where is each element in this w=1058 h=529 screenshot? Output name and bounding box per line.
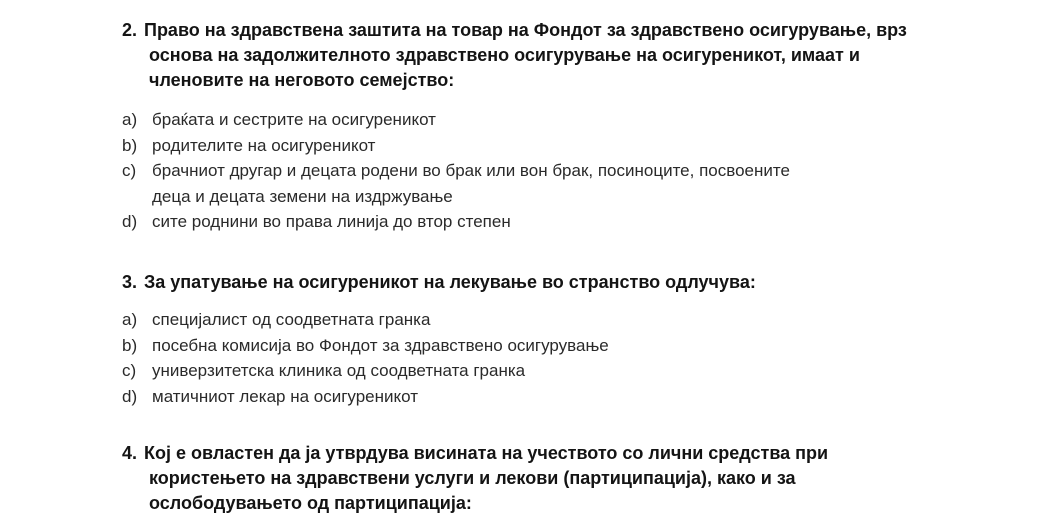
option-d <box>122 209 790 235</box>
options-list-2 <box>122 107 790 235</box>
option-text: матичниот лекар на осигуреникот <box>152 386 419 406</box>
question-text-line: За упатување на осигуреникот на лекување во странство одлучува: <box>144 272 756 292</box>
question-text-line: основа на задолжителното здравствено осигурување на осигуреникот, имаат и <box>149 45 860 65</box>
option-text: специјалист од соодветната гранка <box>152 310 431 329</box>
option-letter: d) <box>122 386 138 406</box>
option-letter: b) <box>122 135 138 155</box>
option-text: брачниот другар и децата родени во брак или вон брак, посиноците, посвоените <box>152 161 790 180</box>
option-letter: b) <box>122 335 138 355</box>
option-d <box>122 384 609 410</box>
option-c <box>122 158 790 209</box>
option-text: родителите на осигуреникот <box>152 135 376 155</box>
question-text-line: ослободувањето од партиципација: <box>149 493 472 513</box>
option-text: деца и децата земени на издржување <box>152 186 453 206</box>
question-3 <box>122 270 756 295</box>
option-letter: a) <box>122 310 138 329</box>
question-text-line: членовите на неговото семејство: <box>149 70 455 90</box>
question-number: 4. <box>122 443 138 463</box>
question-text-line: Право на здравствена заштита на товар на Фондот за здравствено осигурување, врз <box>144 20 907 40</box>
option-letter: a) <box>122 110 138 129</box>
option-text: браќата и сестрите на осигуреникот <box>152 110 436 129</box>
option-text: посебна комисија во Фондот за здравствено осигурување <box>152 335 609 355</box>
option-a <box>122 307 609 333</box>
question-number: 2. <box>122 20 138 40</box>
option-letter: c) <box>122 361 137 380</box>
question-2 <box>122 18 907 93</box>
question-text-line: користењето на здравствени услуги и лекови (партиципација), како и за <box>149 468 796 488</box>
option-text: сите роднини во права линија до втор степен <box>152 212 511 231</box>
option-b <box>122 133 790 159</box>
question-text-line: Кој е овластен да ја утврдува висината на учеството со лични средства при <box>144 443 829 463</box>
option-letter: c) <box>122 161 137 180</box>
option-c <box>122 358 609 384</box>
question-number: 3. <box>122 272 138 292</box>
options-list-3 <box>122 307 609 409</box>
option-a <box>122 107 790 133</box>
option-letter: d) <box>122 212 138 231</box>
option-text: универзитетска клиника од соодветната гранка <box>152 361 526 380</box>
question-4 <box>122 441 828 516</box>
option-b <box>122 333 609 359</box>
